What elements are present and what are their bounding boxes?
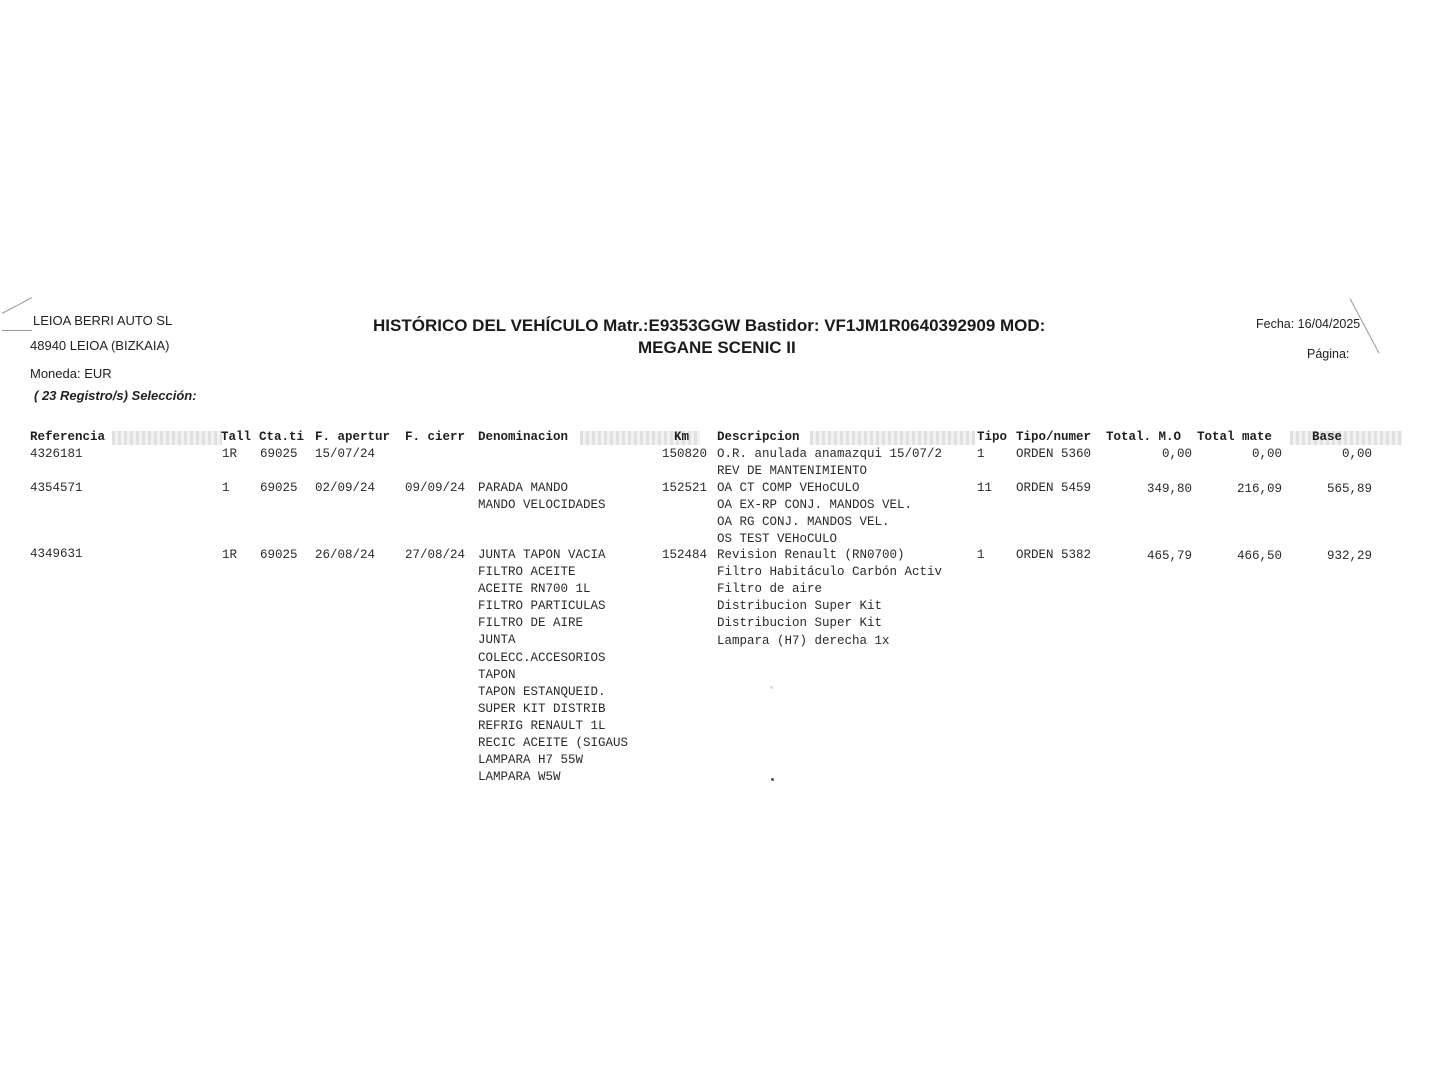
- cell-descripcion-line: Filtro Habitáculo Carbón Activ: [717, 565, 943, 579]
- company-name: LEIOA BERRI AUTO SL: [33, 313, 173, 328]
- cell-cuenta: 69025: [260, 481, 298, 495]
- cell-referencia: 4354571: [30, 481, 83, 495]
- cell-total-mo: 349,80: [1146, 482, 1192, 496]
- cell-descripcion-line: OA RG CONJ. MANDOS VEL.: [717, 515, 890, 529]
- cell-denominacion-line: PARADA MANDO: [478, 481, 569, 495]
- cell-denominacion-line: ACEITE RN700 1L: [478, 582, 591, 596]
- scan-speck: [770, 686, 773, 689]
- cell-cuenta: 69025: [260, 548, 298, 562]
- cell-descripcion-line: OS TEST VEHoCULO: [717, 532, 838, 546]
- cell-base: 932,29: [1326, 549, 1372, 563]
- cell-denominacion-line: JUNTA TAPON VACIA: [478, 548, 606, 562]
- cell-denominacion-line: TAPON: [478, 668, 516, 682]
- cell-fecha-apertura: 15/07/24: [315, 447, 376, 461]
- cell-denominacion-line: COLECC.ACCESORIOS: [478, 651, 606, 665]
- cell-denominacion-line: FILTRO DE AIRE: [478, 616, 584, 630]
- col-tipo: Tipo: [977, 430, 1008, 444]
- cell-total-materiales: 466,50: [1236, 549, 1282, 563]
- cell-base: 565,89: [1326, 482, 1372, 496]
- col-denominacion: Denominacion: [478, 430, 569, 444]
- cell-taller: 1R: [222, 447, 238, 461]
- cell-denominacion-line: LAMPARA H7 55W: [478, 753, 584, 767]
- cell-denominacion-line: LAMPARA W5W: [478, 770, 561, 783]
- col-km: Km: [674, 430, 690, 444]
- cell-fecha-cierre: 09/09/24: [405, 481, 466, 495]
- cell-km: 150820: [662, 447, 708, 461]
- cell-tipo: 1: [977, 447, 985, 461]
- col-total-materiales: Total mate: [1197, 430, 1273, 444]
- col-fecha-cierre: F. cierr: [405, 430, 466, 444]
- cell-descripcion-line: Distribucion Super Kit: [717, 599, 883, 613]
- cell-tipo-numero: ORDEN 5459: [1016, 481, 1092, 495]
- header-shade-end: [1290, 431, 1402, 445]
- cell-total-mo: 0,00: [1161, 447, 1192, 461]
- cell-denominacion-line: RECIC ACEITE (SIGAUS: [478, 736, 629, 750]
- header-shade-ref: [112, 431, 222, 445]
- scan-edge-left-bottom: [2, 330, 32, 331]
- cell-referencia: 4349631: [30, 547, 83, 561]
- col-fecha-apertura: F. apertur: [315, 430, 391, 444]
- col-referencia: Referencia: [30, 430, 106, 444]
- currency-label: Moneda: EUR: [30, 366, 112, 381]
- cell-denominacion-line: MANDO VELOCIDADES: [478, 498, 606, 512]
- cell-km: 152521: [662, 481, 708, 495]
- cell-total-materiales: 0,00: [1251, 447, 1282, 461]
- col-descripcion: Descripcion: [717, 430, 800, 444]
- cell-taller: 1R: [222, 548, 238, 562]
- cell-descripcion-line: OA EX-RP CONJ. MANDOS VEL.: [717, 498, 913, 512]
- header-shade-desc: [810, 431, 975, 445]
- cell-fecha-apertura: 02/09/24: [315, 481, 376, 495]
- cell-total-mo: 465,79: [1146, 549, 1192, 563]
- selection-label: ( 23 Registro/s) Selección:: [34, 388, 197, 403]
- col-tipo-numero: Tipo/numer: [1016, 430, 1092, 444]
- cell-tipo-numero: ORDEN 5360: [1016, 447, 1092, 461]
- cell-taller: 1: [222, 481, 230, 495]
- cell-descripcion-line: REV DE MANTENIMIENTO: [717, 464, 868, 478]
- cell-descripcion-line: Filtro de aire: [717, 582, 823, 596]
- cell-descripcion-line: Revision Renault (RN0700): [717, 548, 905, 562]
- cell-denominacion-line: REFRIG RENAULT 1L: [478, 719, 606, 733]
- report-date: Fecha: 16/04/2025: [1256, 317, 1361, 331]
- col-total-mo: Total. M.O: [1106, 430, 1182, 444]
- cell-denominacion-line: SUPER KIT DISTRIB: [478, 702, 606, 716]
- cell-denominacion-line: FILTRO PARTICULAS: [478, 599, 606, 613]
- page-label: Página:: [1307, 347, 1350, 361]
- col-base: Base: [1312, 430, 1343, 444]
- cell-base: 0,00: [1341, 447, 1372, 461]
- scan-edge-left: [2, 297, 32, 314]
- cell-fecha-cierre: 27/08/24: [405, 548, 466, 562]
- cell-tipo: 11: [977, 481, 993, 495]
- cell-descripcion-line: OA CT COMP VEHoCULO: [717, 481, 860, 495]
- report-title: HISTÓRICO DEL VEHÍCULO Matr.:E9353GGW Bastidor: VF1JM1R0640392909 MOD:: [373, 316, 1046, 335]
- scan-speck: [771, 778, 774, 781]
- cell-denominacion-line: TAPON ESTANQUEID.: [478, 685, 606, 699]
- cell-descripcion-line: Distribucion Super Kit: [717, 616, 883, 630]
- cell-fecha-apertura: 26/08/24: [315, 548, 376, 562]
- cell-descripcion-line: Lampara (H7) derecha 1x: [717, 634, 890, 648]
- cell-km: 152484: [662, 548, 708, 562]
- vehicle-model: MEGANE SCENIC II: [638, 338, 796, 357]
- cell-tipo: 1: [977, 548, 985, 562]
- cell-tipo-numero: ORDEN 5382: [1016, 548, 1092, 562]
- cell-cuenta: 69025: [260, 447, 298, 461]
- cell-descripcion-line: O.R. anulada anamazqui 15/07/2: [717, 447, 943, 461]
- cell-total-materiales: 216,09: [1236, 482, 1282, 496]
- col-cuenta: Cta.ti: [259, 430, 305, 444]
- col-taller: Tall: [221, 430, 252, 444]
- cell-denominacion-line: FILTRO ACEITE: [478, 565, 576, 579]
- company-address: 48940 LEIOA (BIZKAIA): [30, 338, 170, 353]
- cell-denominacion-line: JUNTA: [478, 633, 516, 647]
- cell-referencia: 4326181: [30, 447, 83, 461]
